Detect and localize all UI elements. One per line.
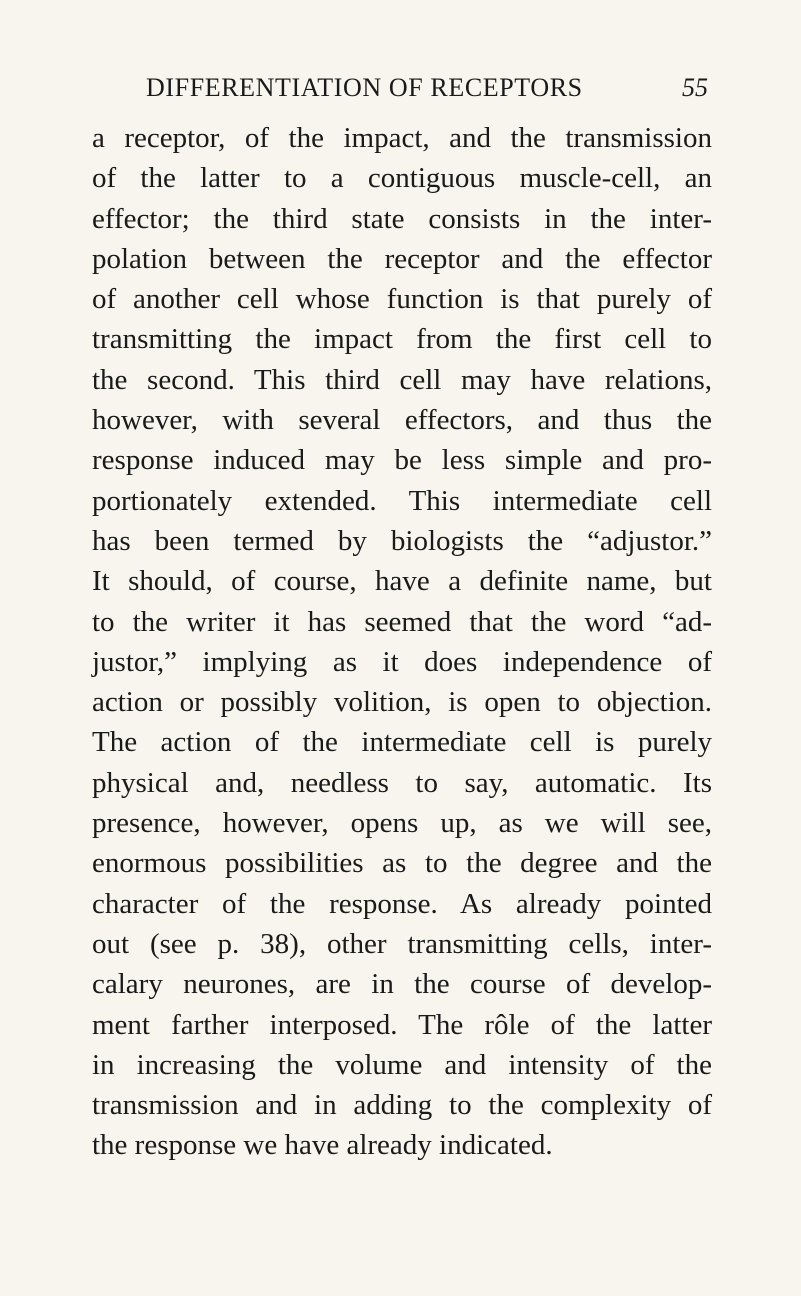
body-paragraph: [92, 118, 712, 1166]
page-number: 55: [682, 73, 708, 102]
text-line: The action of the intermediate cell is purely: [92, 726, 712, 759]
running-title: DIFFERENTIATION OF RECEPTORS: [146, 73, 583, 102]
text-line: of another cell whose function is that purely of: [92, 283, 712, 316]
text-line: the second. This third cell may have relations,: [92, 363, 712, 396]
text-line: of the latter to a contiguous muscle-cell, an: [92, 162, 712, 195]
text-line: in increasing the volume and intensity of the: [92, 1048, 712, 1081]
text-line: transmission and in adding to the complexity of: [92, 1089, 712, 1122]
text-line: however, with several effectors, and thus the: [92, 404, 712, 437]
text-line: It should, of course, have a definite name, but: [92, 565, 712, 598]
text-line: character of the response. As already pointed: [92, 887, 712, 920]
text-line: transmitting the impact from the first cell to: [92, 323, 712, 356]
text-line: has been termed by biologists the “adjustor.”: [92, 524, 712, 557]
text-line: calary neurones, are in the course of develop-: [92, 968, 712, 1001]
text-line: a receptor, of the impact, and the transmission: [92, 122, 712, 154]
text-line: physical and, needless to say, automatic. Its: [92, 766, 712, 799]
text-line: portionately extended. This intermediate cell: [92, 484, 712, 517]
text-line: ment farther interposed. The rôle of the latter: [92, 1008, 712, 1041]
running-head: [146, 68, 708, 108]
text-line: enormous possibilities as to the degree and the: [92, 847, 712, 880]
text-line: the response we have already indicated.: [92, 1129, 553, 1162]
text-line: polation between the receptor and the effector: [92, 242, 712, 275]
text-line: to the writer it has seemed that the word “ad-: [92, 605, 712, 638]
text-line: action or possibly volition, is open to objection.: [92, 686, 712, 719]
text-line: out (see p. 38), other transmitting cells, inter-: [92, 927, 712, 960]
text-line: response induced may be less simple and pro-: [92, 444, 712, 477]
text-line: effector; the third state consists in the inter-: [92, 202, 712, 235]
text-line: presence, however, opens up, as we will see,: [92, 807, 712, 840]
text-line: justor,” implying as it does independence of: [92, 645, 712, 678]
